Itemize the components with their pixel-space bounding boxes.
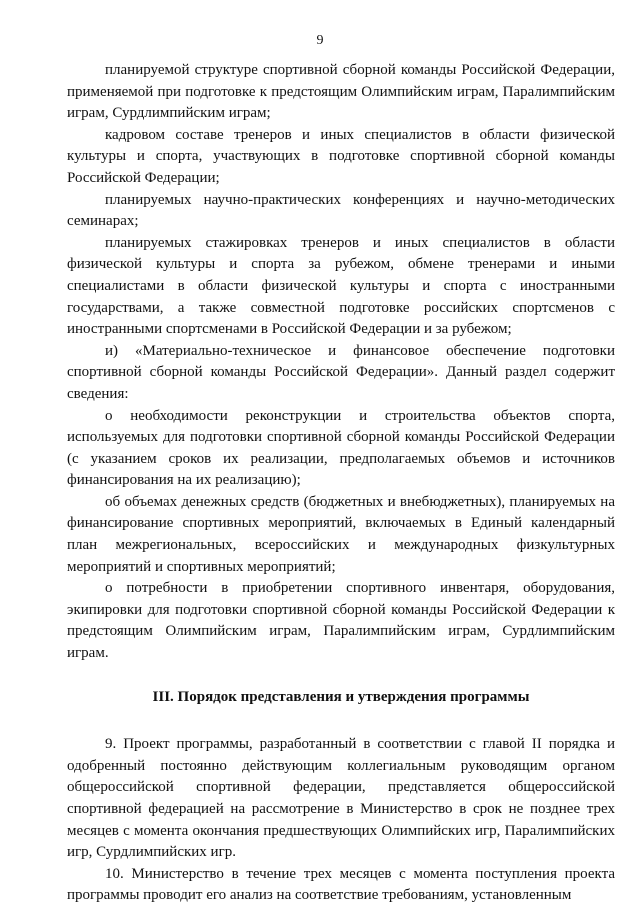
paragraph: об объемах денежных средств (бюджетных и внебюджетных), планируемых на финансирование спортивных мероприятий, включаемых в Единый календарный план межрегиональных, всероссийских и международных физкультурных мероприятий и спортивных мероприятий; bbox=[67, 493, 615, 575]
paragraph: кадровом составе тренеров и иных специалистов в области физической культуры и спорта, участвующих в подготовке спортивной сборной команды Российской Федерации; bbox=[67, 126, 615, 186]
paragraph: о необходимости реконструкции и строительства объектов спорта, используемых для подготовки спортивной сборной команды Российской Федерации (с указанием сроков их реализации, предполагаемых объемов и источников финансирования на их реализацию); bbox=[67, 407, 615, 489]
paragraph: 10. Министерство в течение трех месяцев с момента поступления проекта программы проводит его анализ на соответствие требованиям, установленным bbox=[67, 865, 615, 904]
section-heading: III. Порядок представления и утверждения программы bbox=[152, 688, 530, 705]
paragraph: планируемых научно-практических конференциях и научно-методических семинарах; bbox=[67, 191, 615, 230]
paragraph: планируемой структуре спортивной сборной команды Российской Федерации, применяемой при подготовке к предстоящим Олимпийским играм, Паралимпийским играм, Сурдлимпийским играм; bbox=[67, 62, 615, 122]
page-number: 9 bbox=[316, 33, 324, 48]
paragraph: 9. Проект программы, разработанный в соответствии с главой II порядка и одобренный постоянно действующим коллегиальным руководящим органом общероссийской спортивной федерации, представляется общероссийской спортивной федерацией на рассмотрение в Министерство в срок не позднее трех месяцев с момента окончания предшествующих Олимпийских игр, Паралимпийских игр, Сурдлимпийских игр. bbox=[67, 736, 615, 861]
paragraph: о потребности в приобретении спортивного инвентаря, оборудования, экипировки для подготовки спортивной сборной команды Российской Федерации к предстоящим Олимпийским играм, Паралимпийским играм, Сурдлимпийским играм. bbox=[67, 580, 615, 662]
paragraph: и) «Материально-техническое и финансовое обеспечение подготовки спортивной сборной команды Российской Федерации». Данный раздел содержит сведения: bbox=[67, 342, 615, 402]
document-body bbox=[67, 60, 615, 907]
paragraph: планируемых стажировках тренеров и иных специалистов в области физической культуры и спорта за рубежом, обмене тренерами и иными специалистами в области физической культуры и спорта с иностранными государствами, а также совместной подготовке российских спортсменов с иностранными спортсменами в Российской Федерации и за рубежом; bbox=[67, 234, 615, 338]
